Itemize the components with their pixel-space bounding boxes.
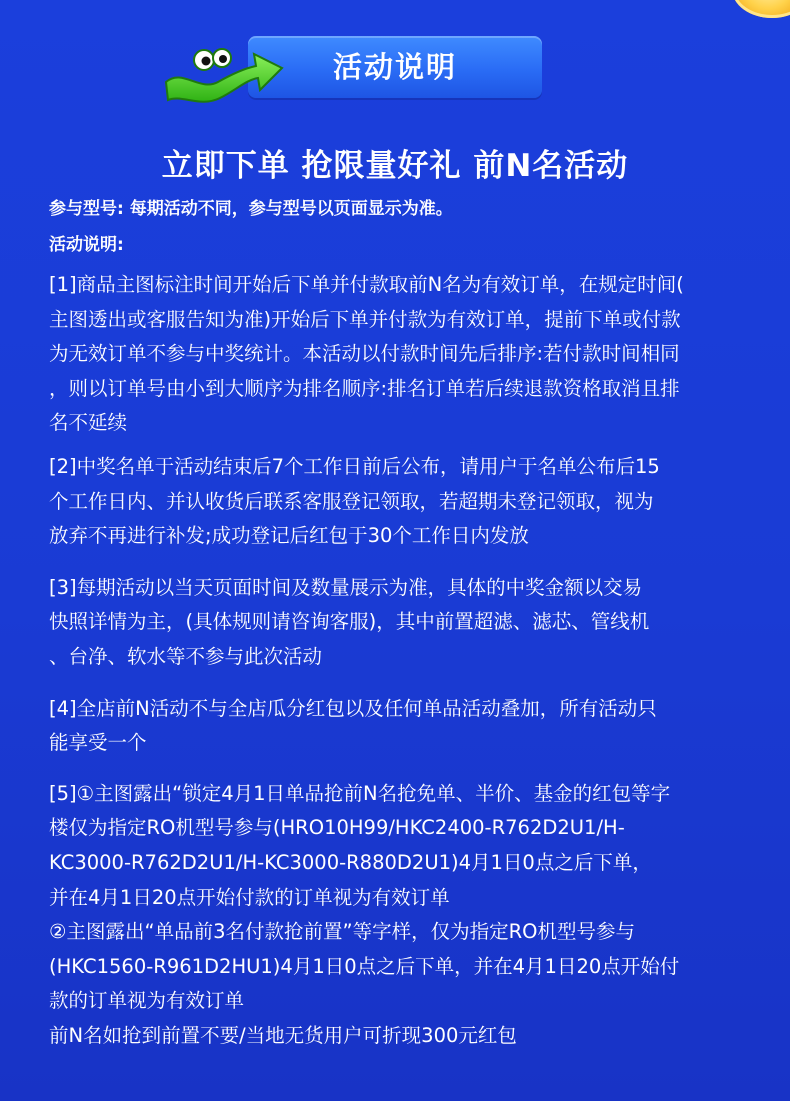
rule-line: 快照详情为主，(具体规则请咨询客服)，其中前置超滤、滤芯、管线机 bbox=[49, 610, 650, 634]
rule-item bbox=[49, 777, 760, 1054]
rules-list bbox=[49, 268, 760, 1053]
desc-label: 活动说明: bbox=[49, 235, 124, 255]
rule-line: 前N名如抢到前置不要/当地无货用户可折现300元红包 bbox=[49, 1023, 517, 1047]
header-banner bbox=[248, 36, 542, 98]
rule-line: [4]全店前N活动不与全店瓜分红包以及任何单品活动叠加，所有活动只 bbox=[49, 696, 657, 720]
rule-line: ②主图露出“单品前3名付款抢前置”等字样，仅为指定RO机型号参与 bbox=[49, 920, 635, 944]
rule-line: [5]①主图露出“锁定4月1日单品抢前N名抢免单、半价、基金的红包等字 bbox=[49, 781, 671, 805]
rule-line: 放弃不再进行补发;成功登记后红包于30个工作日内发放 bbox=[49, 524, 529, 548]
rule-line: 并在4月1日20点开始付款的订单视为有效订单 bbox=[49, 885, 450, 909]
rule-item bbox=[49, 268, 760, 441]
rule-line: 款的订单视为有效订单 bbox=[49, 989, 245, 1013]
green-arrow-mascot-icon bbox=[160, 38, 290, 112]
rule-item bbox=[49, 450, 760, 554]
rule-item bbox=[49, 692, 760, 761]
rule-line: ，则以订单号由小到大顺序为排名顺序:排名订单若后续退款资格取消且排 bbox=[49, 376, 680, 400]
rule-line: 能享受一个 bbox=[49, 731, 147, 755]
rule-line: 、台净、软水等不参与此次活动 bbox=[49, 644, 323, 668]
model-note: 参与型号: 每期活动不同，参与型号以页面显示为准。 bbox=[49, 199, 453, 219]
rule-line: 名不延续 bbox=[49, 411, 128, 435]
header-title: 活动说明 bbox=[332, 50, 457, 84]
headline: 立即下单 抢限量好礼 前N名活动 bbox=[161, 148, 629, 184]
rule-item bbox=[49, 571, 760, 675]
rule-line: [1]商品主图标注时间开始后下单并付款取前N名为有效订单，在规定时间( bbox=[49, 273, 684, 296]
rule-line: [3]每期活动以当天页面时间及数量展示为准，具体的中奖金额以交易 bbox=[49, 575, 643, 599]
rule-line: 个工作日内、并认收货后联系客服登记领取，若超期未登记领取，视为 bbox=[49, 489, 654, 513]
rule-line: 楼仅为指定RO机型号参与(HRO10H99/HKC2400-R762D2U1/H- bbox=[49, 816, 625, 840]
rule-line: 为无效订单不参与中奖统计。本活动以付款时间先后排序:若付款时间相同 bbox=[49, 342, 680, 366]
intro bbox=[49, 191, 760, 263]
rule-line: (HKC1560-R961D2HU1)4月1日0点之后下单，并在4月1日20点开始付 bbox=[49, 954, 680, 978]
rule-line: 主图透出或客服告知为准)开始后下单并付款为有效订单，提前下单或付款 bbox=[49, 307, 681, 331]
rule-line: [2]中奖名单于活动结束后7个工作日前后公布，请用户于名单公布后15 bbox=[49, 454, 660, 478]
gold-coin-icon bbox=[732, 0, 790, 18]
rule-line: KC3000-R762D2U1/H-KC3000-R880D2U1)4月1日0点之后下单， bbox=[49, 850, 652, 874]
